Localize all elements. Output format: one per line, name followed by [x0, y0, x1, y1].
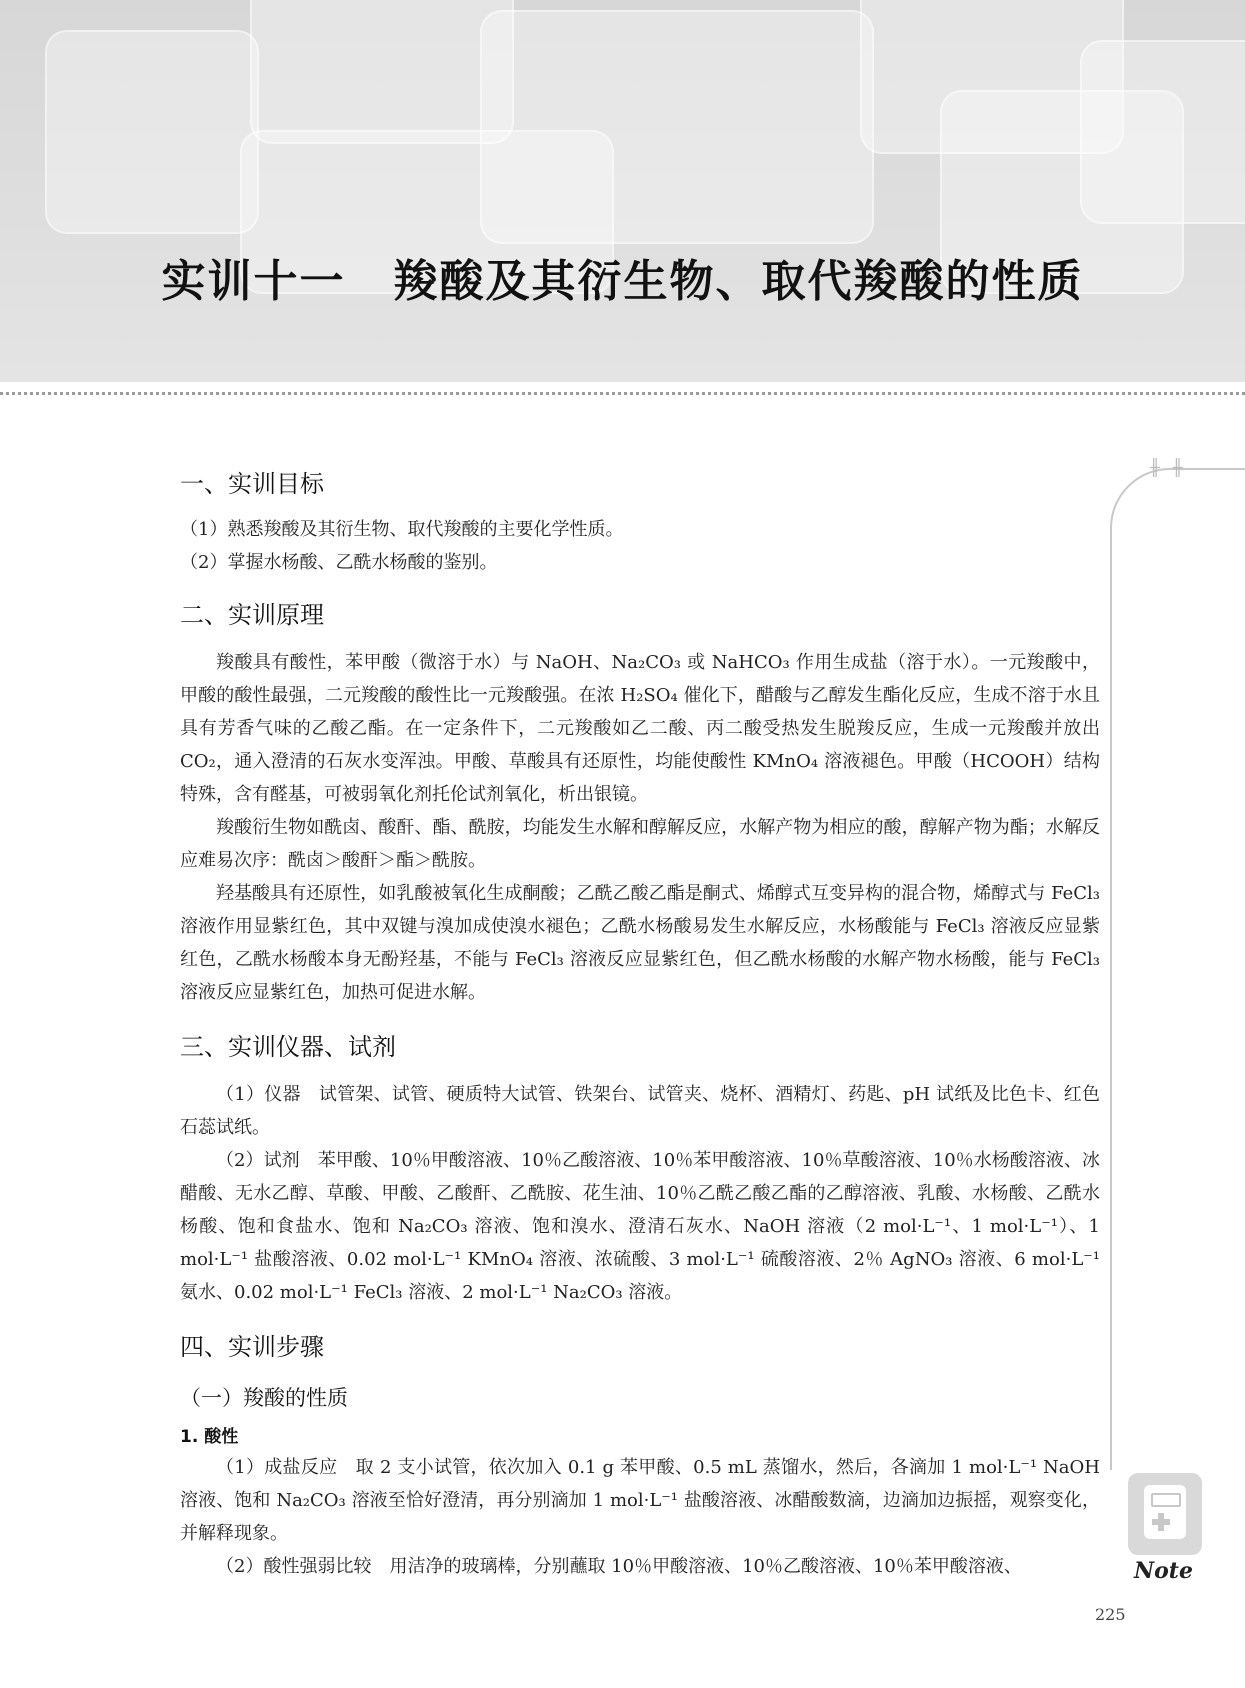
chapter-title — [0, 245, 1245, 309]
procedure-paragraph: （2）酸性强弱比较 用洁净的玻璃棒，分别蘸取 10％甲酸溶液、10％乙酸溶液、10％苯甲酸溶液、 — [216, 1556, 1022, 1577]
rail-marks: ╫ ╫ — [1150, 458, 1187, 477]
section-heading-objectives: 一、实训目标 — [180, 470, 324, 498]
notebook-plus-icon — [1144, 1485, 1186, 1539]
principle-paragraph: 羧酸具有酸性，苯甲酸（微溶于水）与 NaOH、Na₂CO₃ 或 NaHCO₃ 作用生成盐（溶于水）。一元羧酸中，甲酸的酸性最强，二元羧酸的酸性比一元羧酸强。在浓 H₂SO₄ 催化下，醋酸与乙醇发生酯化反应，生成不溶于水且具有芳香气味的乙酸乙酯。在一定条件下，二元羧酸如乙二酸、丙二酸受热发生脱羧反应，生成一元羧酸并放出 CO₂，通入澄清的石灰水变浑浊。甲酸、草酸具有还原性，均能使酸性 KMnO₄ 溶液褪色。甲酸（HCOOH）结构特殊，含有醛基，可被弱氧化剂托伦试剂氧化，析出银镜。 — [180, 652, 1100, 805]
subsection-heading: （一）羧酸的性质 — [180, 1386, 348, 1410]
header-banner — [0, 0, 1245, 382]
chapter-label: 实训十一 — [161, 256, 346, 307]
apparatus-paragraph: （1）仪器 试管架、试管、硬质特大试管、铁架台、试管夹、烧杯、酒精灯、药匙、pH 试纸及比色卡、红色石蕊试纸。 — [180, 1084, 1100, 1138]
principle-paragraph: 羟基酸具有还原性，如乳酸被氧化生成酮酸；乙酰乙酸乙酯是酮式、烯醇式互变异构的混合物，烯醇式与 FeCl₃ 溶液作用显紫红色，其中双键与溴加成使溴水褪色；乙酰水杨酸易发生水解反应，水杨酸能与 FeCl₃ 溶液反应显紫红色，乙酰水杨酸本身无酚羟基，不能与 FeCl₃ 溶液反应显紫红色，但乙酰水杨酸的水解产物水杨酸，能与 FeCl₃ 溶液反应显紫红色，加热可促进水解。 — [180, 883, 1100, 1003]
dotted-divider — [0, 392, 1245, 395]
note-panel — [1128, 1473, 1202, 1555]
decorative-panel — [1080, 40, 1245, 224]
decorative-panel — [250, 0, 514, 144]
chapter-title-text: 羧酸及其衍生物、取代羧酸的性质 — [393, 256, 1084, 307]
section-heading-principle: 二、实训原理 — [180, 601, 324, 629]
note-label: Note — [1134, 1558, 1193, 1584]
principle-paragraph: 羧酸衍生物如酰卤、酸酐、酯、酰胺，均能发生水解和醇解反应，水解产物为相应的酸，醇解产物为酯；水解反应难易次序：酰卤＞酸酐＞酯＞酰胺。 — [180, 817, 1100, 871]
side-rail — [1110, 468, 1245, 1470]
section-heading-procedure: 四、实训步骤 — [180, 1333, 324, 1361]
section-heading-apparatus: 三、实训仪器、试剂 — [180, 1033, 396, 1061]
objective-item: （2）掌握水杨酸、乙酰水杨酸的鉴别。 — [180, 552, 498, 573]
main-content — [180, 458, 1100, 1583]
objective-item: （1）熟悉羧酸及其衍生物、取代羧酸的主要化学性质。 — [180, 519, 624, 540]
decorative-panel — [480, 10, 874, 244]
procedure-paragraph: （1）成盐反应 取 2 支小试管，依次加入 0.1 g 苯甲酸、0.5 mL 蒸馏水，然后，各滴加 1 mol·L⁻¹ NaOH 溶液、饱和 Na₂CO₃ 溶液至恰好澄清，再分别滴加 1 mol·L⁻¹ 盐酸溶液、冰醋酸数滴，边滴加边振摇，观察变化，并解释现象。 — [180, 1457, 1100, 1544]
reagents-paragraph: （2）试剂 苯甲酸、10％甲酸溶液、10％乙酸溶液、10％苯甲酸溶液、10％草酸溶液、10％水杨酸溶液、冰醋酸、无水乙醇、草酸、甲酸、乙酸酐、乙酰胺、花生油、10％乙酰乙酸乙酯的乙醇溶液、乳酸、水杨酸、乙酰水杨酸、饱和食盐水、饱和 Na₂CO₃ 溶液、饱和溴水、澄清石灰水、NaOH 溶液（2 mol·L⁻¹、1 mol·L⁻¹）、1 mol·L⁻¹ 盐酸溶液、0.02 mol·L⁻¹ KMnO₄ 溶液、浓硫酸、3 mol·L⁻¹ 硫酸溶液、2％ AgNO₃ 溶液、6 mol·L⁻¹ 氨水、0.02 mol·L⁻¹ FeCl₃ 溶液、2 mol·L⁻¹ Na₂CO₃ 溶液。 — [180, 1150, 1100, 1303]
subsubsection-heading: 1. 酸性 — [180, 1427, 239, 1447]
page-number: 225 — [1095, 1605, 1126, 1624]
decorative-panel — [45, 30, 259, 234]
